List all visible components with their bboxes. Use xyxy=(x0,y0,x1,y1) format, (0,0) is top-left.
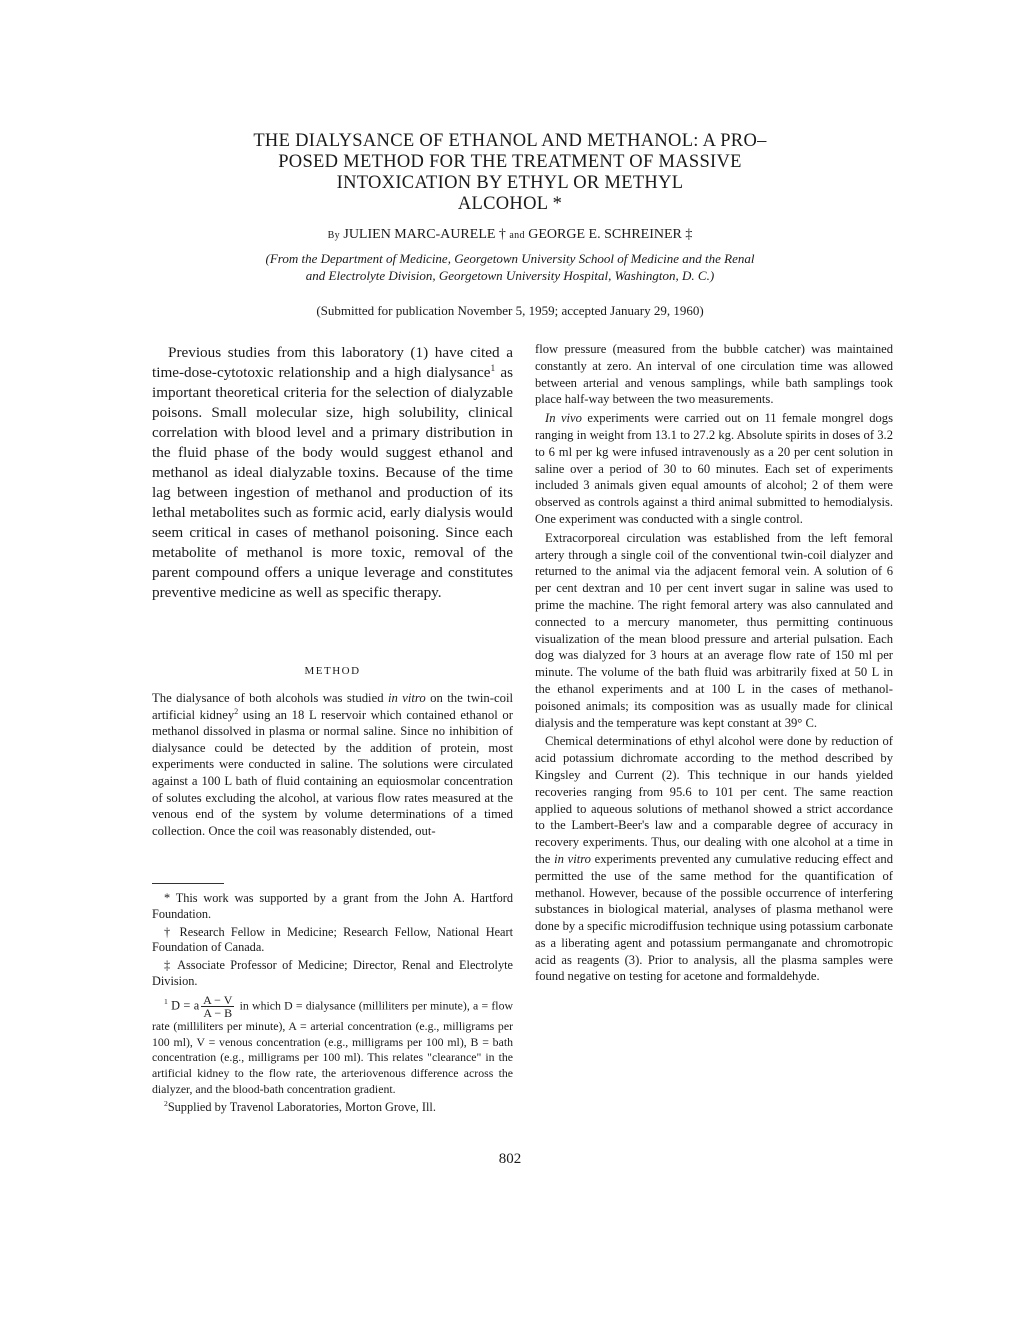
paragraph-text: experiments prevented any cumulative reducing effect and permitted the use of the same method for the quantification of methanol. However, because of the possible occurrence of interfering substances in biological material, analyses of plasma methanol were done by a specific microdiffusion technique using potassium carbonate as a liberating agent and potassium permanganate and chromotropic acid as reagents (3). Prior to analysis, all the plasma samples were found negative on testing for acetone and formaldehyde. xyxy=(535,851,893,984)
footnote-2 xyxy=(152,1100,513,1116)
paragraph: flow pressure (measured from the bubble catcher) was maintained constantly at zero. An interval of one circulation time was allowed between arterial and venous samplings, while bath samplings took place half-way between the two measurements. xyxy=(535,342,893,407)
title-line: THE DIALYSANCE OF ETHANOL AND METHANOL: A PRO– xyxy=(253,131,767,151)
author-name: GEORGE E. SCHREINER xyxy=(528,227,682,242)
affiliation-line: and Electrolyte Division, Georgetown University Hospital, Washington, D. C.) xyxy=(305,268,715,283)
author-mark: ‡ xyxy=(681,227,693,242)
fraction-denominator: A − B xyxy=(203,1005,233,1020)
affiliation-line: (From the Department of Medicine, Georgetown University School of Medicine and the Renal xyxy=(265,251,755,266)
title-line: INTOXICATION BY ETHYL OR METHYL xyxy=(336,173,684,193)
byline-and: and xyxy=(509,230,525,241)
footnote-text: in which D = dialysance (milliliters per minute), a = flow rate (milliliters per minute), A = arterial concentration (e.g., milligrams per 100 ml), V = venous concentration (e.g., milligrams per 100 ml), B = bath concentration (e.g., milligrams per 100 ml). This relates "clearance" in the artificial kidney to the flow rate, the arteriovenous difference across the dialyzer, and the blood-bath concentration gradient. xyxy=(152,998,513,1096)
formula-fraction xyxy=(201,994,234,1019)
paragraph: Extracorporeal circulation was established from the left femoral artery through a single coil of the conventional twin-coil dialyzer and returned to the animal via the adjacent femoral vein. A solution of 6 per cent dextran and 10 per cent invert sugar in saline was used to prime the machine. The right femoral artery was also cannulated and connected to a mercury manometer, thus permitting continuous visualization of the mean blood pressure and arterial pulsation. Each dog was dialyzed for 3 hours at an average flow rate of 150 ml per minute. The volume of the bath fluid was arbitrarily fixed at 50 L in the ethanol experiments and at 100 L in the cases of methanol-poisoned animals; its composition was as usually made for clinical dialysis and the temperature was kept constant at 39° C. xyxy=(535,530,893,730)
byline xyxy=(150,226,870,245)
paragraph xyxy=(535,410,893,528)
footnote-dagger: † Research Fellow in Medicine; Research Fellow, National Heart Foundation of Canada. xyxy=(152,924,513,955)
section-heading-method: METHOD xyxy=(304,665,361,677)
author-name: JULIEN MARC-AURELE xyxy=(343,227,496,242)
article-title xyxy=(150,131,870,215)
formula-lhs: D = a xyxy=(167,998,200,1013)
footnote-mark: 1 xyxy=(164,997,168,1007)
intro-text: Previous studies from this laboratory (1) have cited a time-dose-cytotoxic relationship and a high dialysance xyxy=(152,344,513,381)
fraction-numerator: A − V xyxy=(203,992,233,1007)
paragraph-text: experiments were carried out on 11 female mongrel dogs ranging in weight from 13.1 to 27.2 kg. Absolute spirits in doses of 3.2 to 6 ml per kg were infused intravenously as a 20 per cent solution in saline over a period of 30 to 60 minutes. Each set of experiments included 3 animals given equal amounts of alcohol; 2 of them were observed as controls against a third animal submitted to hemodialysis. One experiment was conducted with a single control. xyxy=(535,411,893,526)
affiliation xyxy=(150,250,870,284)
method-text: using an 18 L reservoir which contained ethanol or methanol dissolved in plasma or normal saline. Since no inhibition of dialysance could be detected by the addition of protein, most experiments were conducted in saline. The solutions were circulated against a 100 L bath of fluid containing an equiosmolar concentration of solutes excluding the alcohol, at various flow rates measured at the venous end of the system by volume determinations of a timed collection. Once the coil was reasonably distended, out- xyxy=(152,707,513,838)
byline-by: By xyxy=(327,230,340,241)
paragraph-text: Chemical determinations of ethyl alcohol were done by reduction of acid potassium dichromate according to the method described by Kingsley and Current (2). This technique in our hands yielded recoveries ranging from 95.6 to 101 per cent. The same reaction applied to aqueous solutions of methanol showed a strict accordance to the Lambert-Beer's law and a comparable degree of accuracy in recovery experiments. Thus, our dealing with one alcohol at a time in the xyxy=(535,734,893,866)
method-paragraph xyxy=(152,690,513,839)
italic-text: In vivo xyxy=(545,411,582,426)
method-text: on the twin-coil artificial kidney xyxy=(152,691,513,722)
title-line: ALCOHOL * xyxy=(457,194,563,214)
italic-text: in vitro xyxy=(554,851,591,866)
page-number: 802 xyxy=(498,1151,522,1167)
footnote-ddagger: ‡ Associate Professor of Medicine; Director, Renal and Electrolyte Division. xyxy=(152,958,513,988)
author-mark: † xyxy=(495,227,506,242)
submission-dates: (Submitted for publication November 5, 1959; accepted January 29, 1960) xyxy=(316,303,704,318)
footnotes xyxy=(152,891,513,1118)
method-text: The dialysance of both alcohols was studied xyxy=(152,691,388,705)
footnote-ref: 2 xyxy=(234,706,239,716)
method-italic: in vitro xyxy=(387,691,426,705)
intro-paragraph xyxy=(152,343,513,603)
paragraph xyxy=(535,733,893,985)
title-line: POSED METHOD FOR THE TREATMENT OF MASSIVE xyxy=(278,152,742,172)
footnote-1 xyxy=(152,994,513,1098)
footnote-rule xyxy=(152,883,224,884)
footnote-mark: 2 xyxy=(164,1098,168,1108)
footnote-star: * This work was supported by a grant from the John A. Hartford Foundation. xyxy=(152,891,513,921)
right-column xyxy=(535,341,893,985)
footnote-text: Supplied by Travenol Laboratories, Morton Grove, Ill. xyxy=(167,1099,436,1114)
footnote-ref: 1 xyxy=(490,363,496,374)
intro-text: as important theoretical criteria for the selection of dialyzable poisons. Small molecular size, high solubility, clinical correlation with blood level and a primary distribution in the fluid phase of the body would suggest ethanol and methanol as ideal dialyzable toxins. Because of the time lag between ingestion of methanol and production of its lethal metabolites such as formic acid, early dialysis would seem critical in cases of methanol poisoning. Since each metabolite of methanol is more toxic, removal of the parent compound offers a unique leverage and constitutes preventive medicine as well as specific therapy. xyxy=(152,364,514,601)
